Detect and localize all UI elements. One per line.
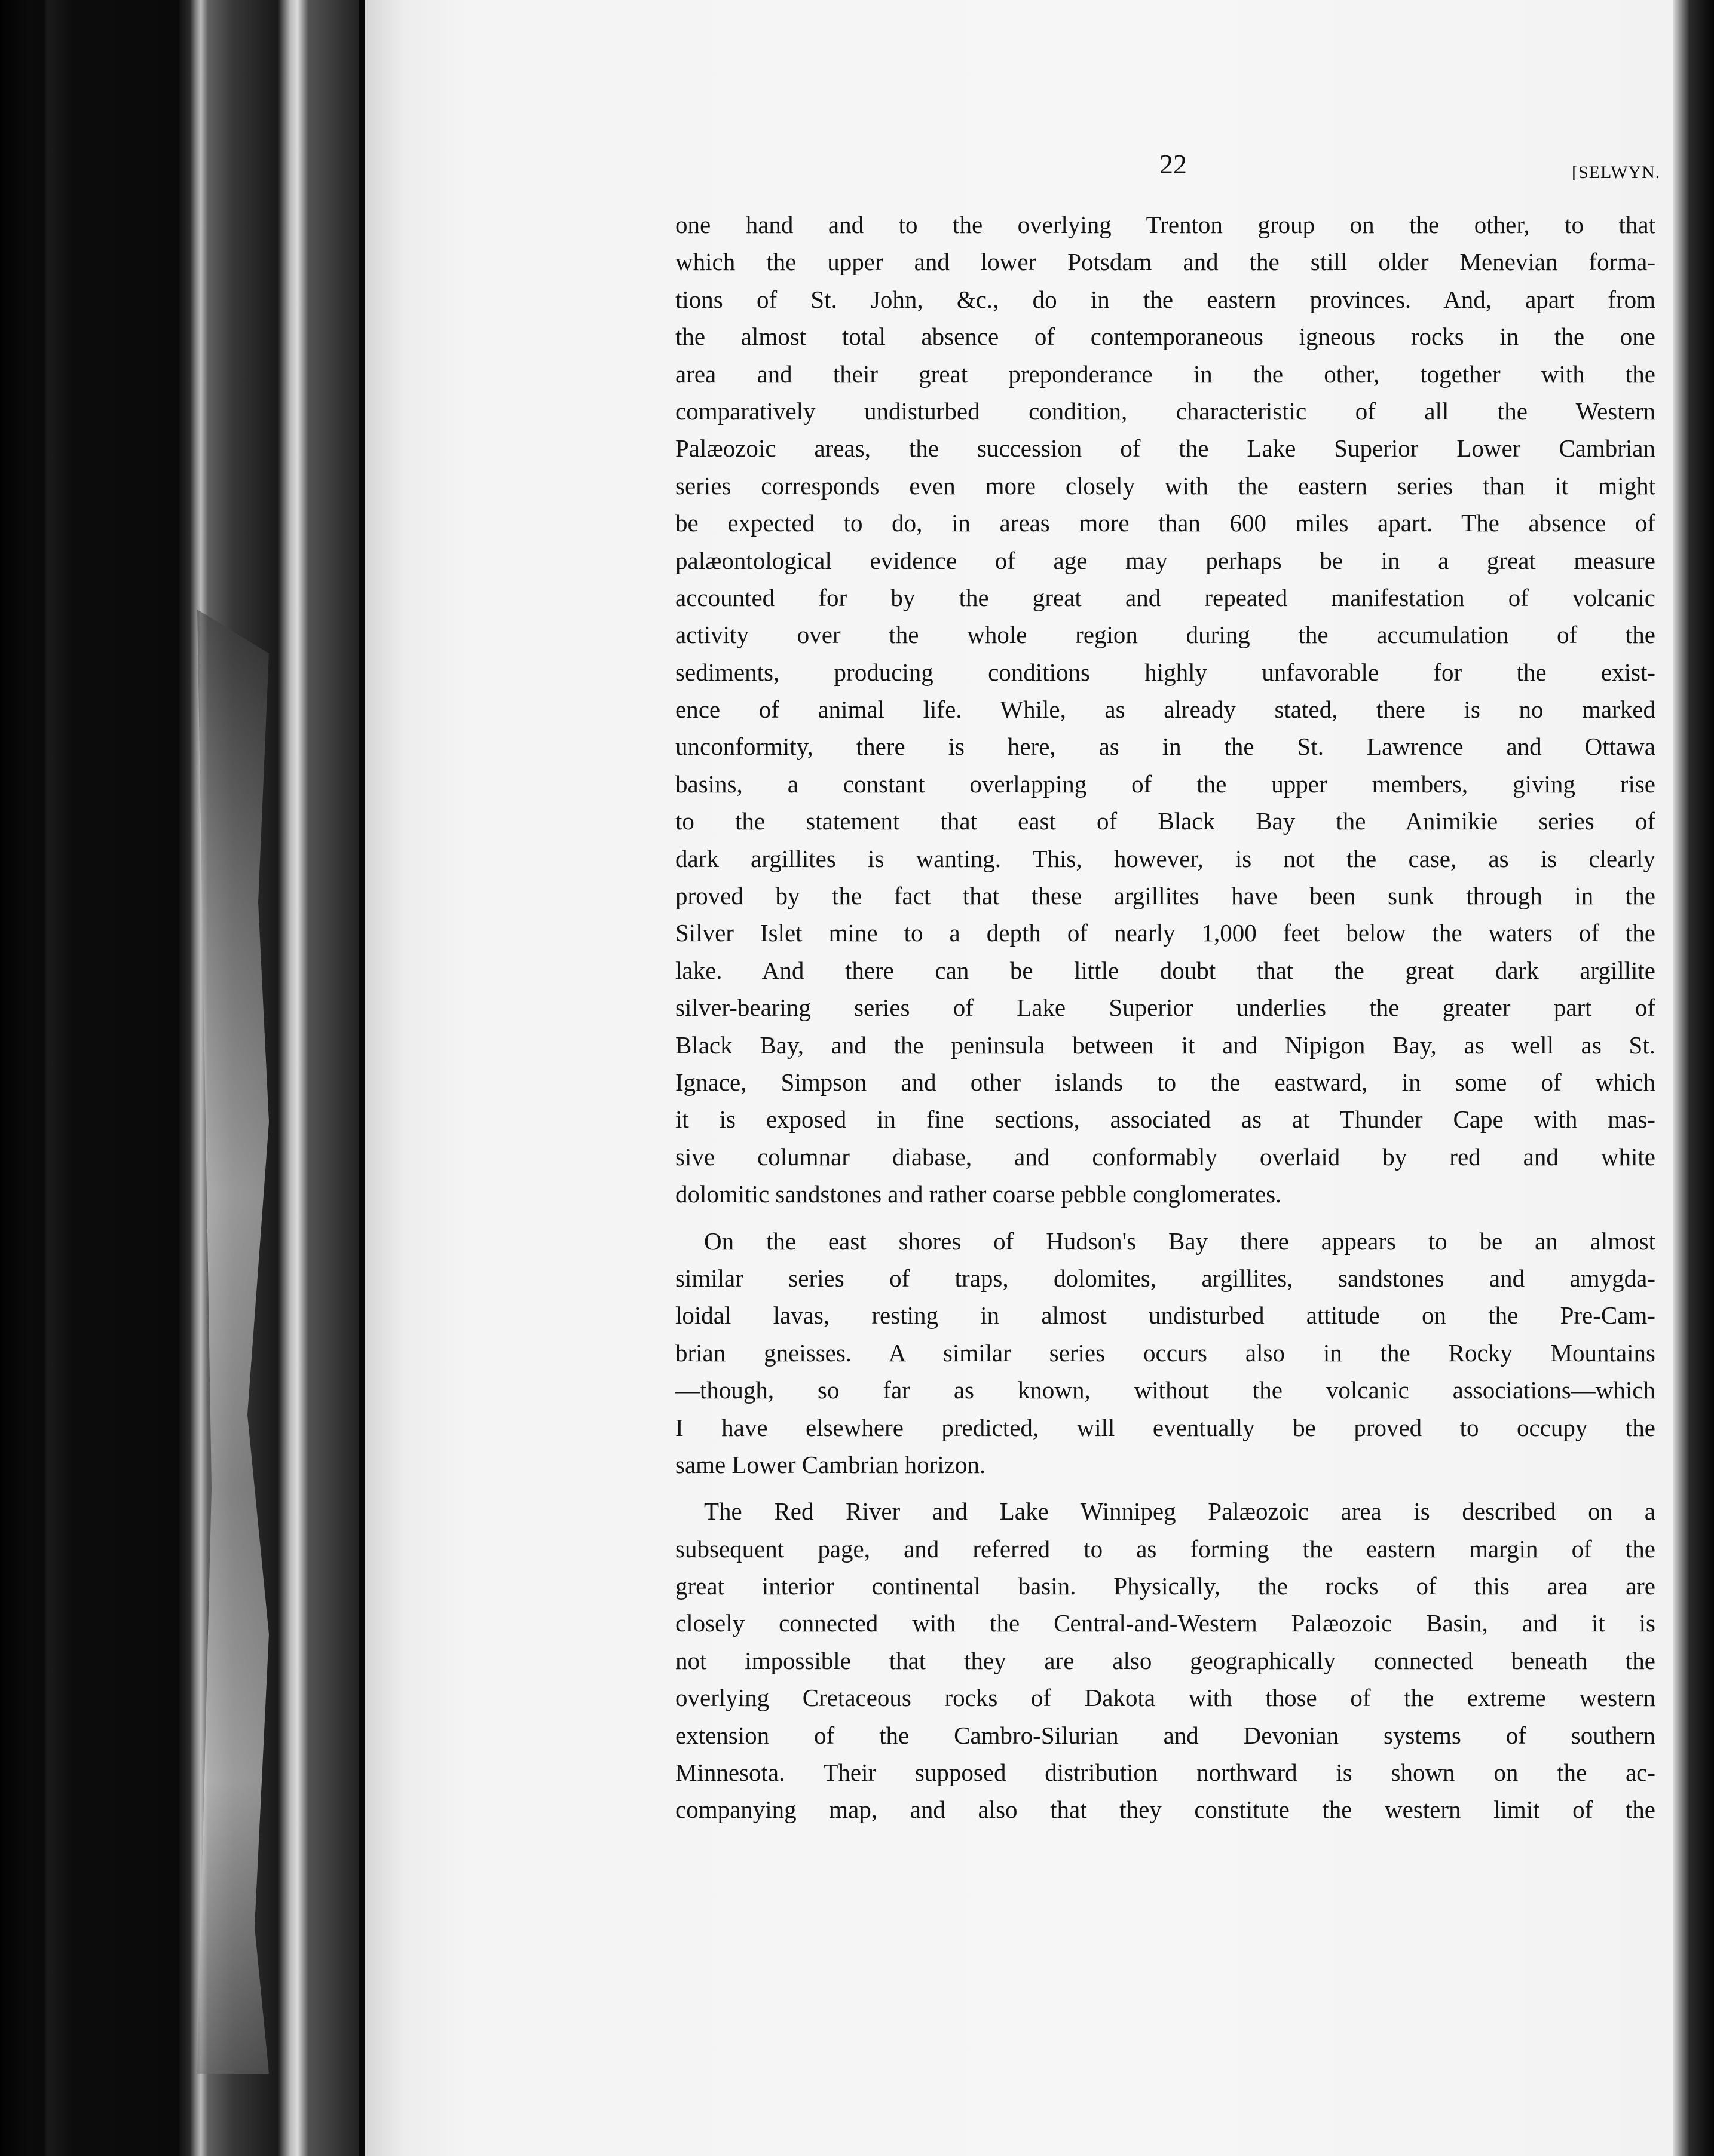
text-line: activity over the whole region during the accumulation of the [675, 621, 1655, 649]
text-line: —though, so far as known, without the volcanic associations—which [675, 1376, 1655, 1404]
text-line: area and their great preponderance in the other, together with the [675, 360, 1655, 388]
text-line: companying map, and also that they constitute the western limit of the [675, 1796, 1655, 1824]
text-line: it is exposed in fine sections, associated as at Thunder Cape with mas- [675, 1105, 1655, 1134]
text-line: Silver Islet mine to a depth of nearly 1,000 feet below the waters of the [675, 919, 1655, 947]
text-line: Ignace, Simpson and other islands to the eastward, in some of which [675, 1068, 1655, 1096]
text-line: The Red River and Lake Winnipeg Palæozoic area is described on a [704, 1497, 1655, 1526]
paragraph-2 [675, 1223, 1655, 1484]
text-line: closely connected with the Central-and-Western Palæozoic Basin, and it is [675, 1609, 1655, 1637]
text-line: lake. And there can be little doubt that the great dark argillite [675, 956, 1655, 984]
text-line: proved by the fact that these argillites have been sunk through in the [675, 882, 1655, 910]
text-line: dolomitic sandstones and rather coarse pebble conglomerates. [675, 1180, 1282, 1208]
text-line: great interior continental basin. Physically, the rocks of this area are [675, 1572, 1655, 1600]
text-line: be expected to do, in areas more than 600 miles apart. The absence of [675, 509, 1655, 537]
text-line: extension of the Cambro-Silurian and Devonian systems of southern [675, 1721, 1655, 1749]
paragraph-1 [675, 206, 1655, 1213]
text-line: comparatively undisturbed condition, characteristic of all the Western [675, 397, 1655, 425]
text-line: series corresponds even more closely with the eastern series than it might [675, 471, 1655, 500]
text-line: Palæozoic areas, the succession of the Lake Superior Lower Cambrian [675, 434, 1655, 463]
text-line: I have elsewhere predicted, will eventually be proved to occupy the [675, 1413, 1655, 1441]
text-line: accounted for by the great and repeated manifestation of volcanic [675, 583, 1655, 611]
body-text [675, 206, 1655, 1829]
running-head: [SELWYN. [1572, 163, 1661, 182]
text-line: which the upper and lower Potsdam and the still older Menevian forma- [675, 248, 1655, 276]
paragraph-3 [675, 1493, 1655, 1829]
text-line: to the statement that east of Black Bay the Animikie series of [675, 807, 1655, 835]
text-line: brian gneisses. A similar series occurs also in the Rocky Mountains [675, 1339, 1655, 1367]
page-right-edge [1673, 0, 1714, 2156]
text-line: sive columnar diabase, and conformably overlaid by red and white [675, 1143, 1655, 1171]
text-line: unconformity, there is here, as in the St. Lawrence and Ottawa [675, 733, 1655, 761]
text-line: the almost total absence of contemporaneous igneous rocks in the one [675, 323, 1655, 351]
text-line: tions of St. John, &c., do in the eastern provinces. And, apart from [675, 285, 1655, 313]
text-line: sediments, producing conditions highly unfavorable for the exist- [675, 658, 1655, 686]
text-line: Black Bay, and the peninsula between it and Nipigon Bay, as well as St. [675, 1031, 1655, 1059]
text-line: palæontological evidence of age may perhaps be in a great measure [675, 546, 1655, 574]
text-line: basins, a constant overlapping of the upper members, giving rise [675, 770, 1655, 798]
text-line: same Lower Cambrian horizon. [675, 1450, 986, 1478]
text-line: On the east shores of Hudson's Bay there appears to be an almost [704, 1227, 1655, 1255]
text-line: similar series of traps, dolomites, argillites, sandstones and amygda- [675, 1264, 1655, 1292]
text-line: loidal lavas, resting in almost undisturbed attitude on the Pre-Cam- [675, 1301, 1655, 1330]
text-line: silver-bearing series of Lake Superior underlies the greater part of [675, 994, 1655, 1022]
text-line: ence of animal life. While, as already stated, there is no marked [675, 696, 1655, 724]
page-number: 22 [1159, 149, 1187, 179]
text-line: overlying Cretaceous rocks of Dakota with those of the extreme western [675, 1684, 1655, 1712]
text-line: subsequent page, and referred to as forming the eastern margin of the [675, 1535, 1655, 1563]
text-line: dark argillites is wanting. This, however, is not the case, as is clearly [675, 844, 1655, 872]
text-line: one hand and to the overlying Trenton group on the other, to that [675, 211, 1655, 238]
text-line: not impossible that they are also geographically connected beneath the [675, 1646, 1655, 1674]
text-line: Minnesota. Their supposed distribution northward is shown on the ac- [675, 1759, 1655, 1787]
